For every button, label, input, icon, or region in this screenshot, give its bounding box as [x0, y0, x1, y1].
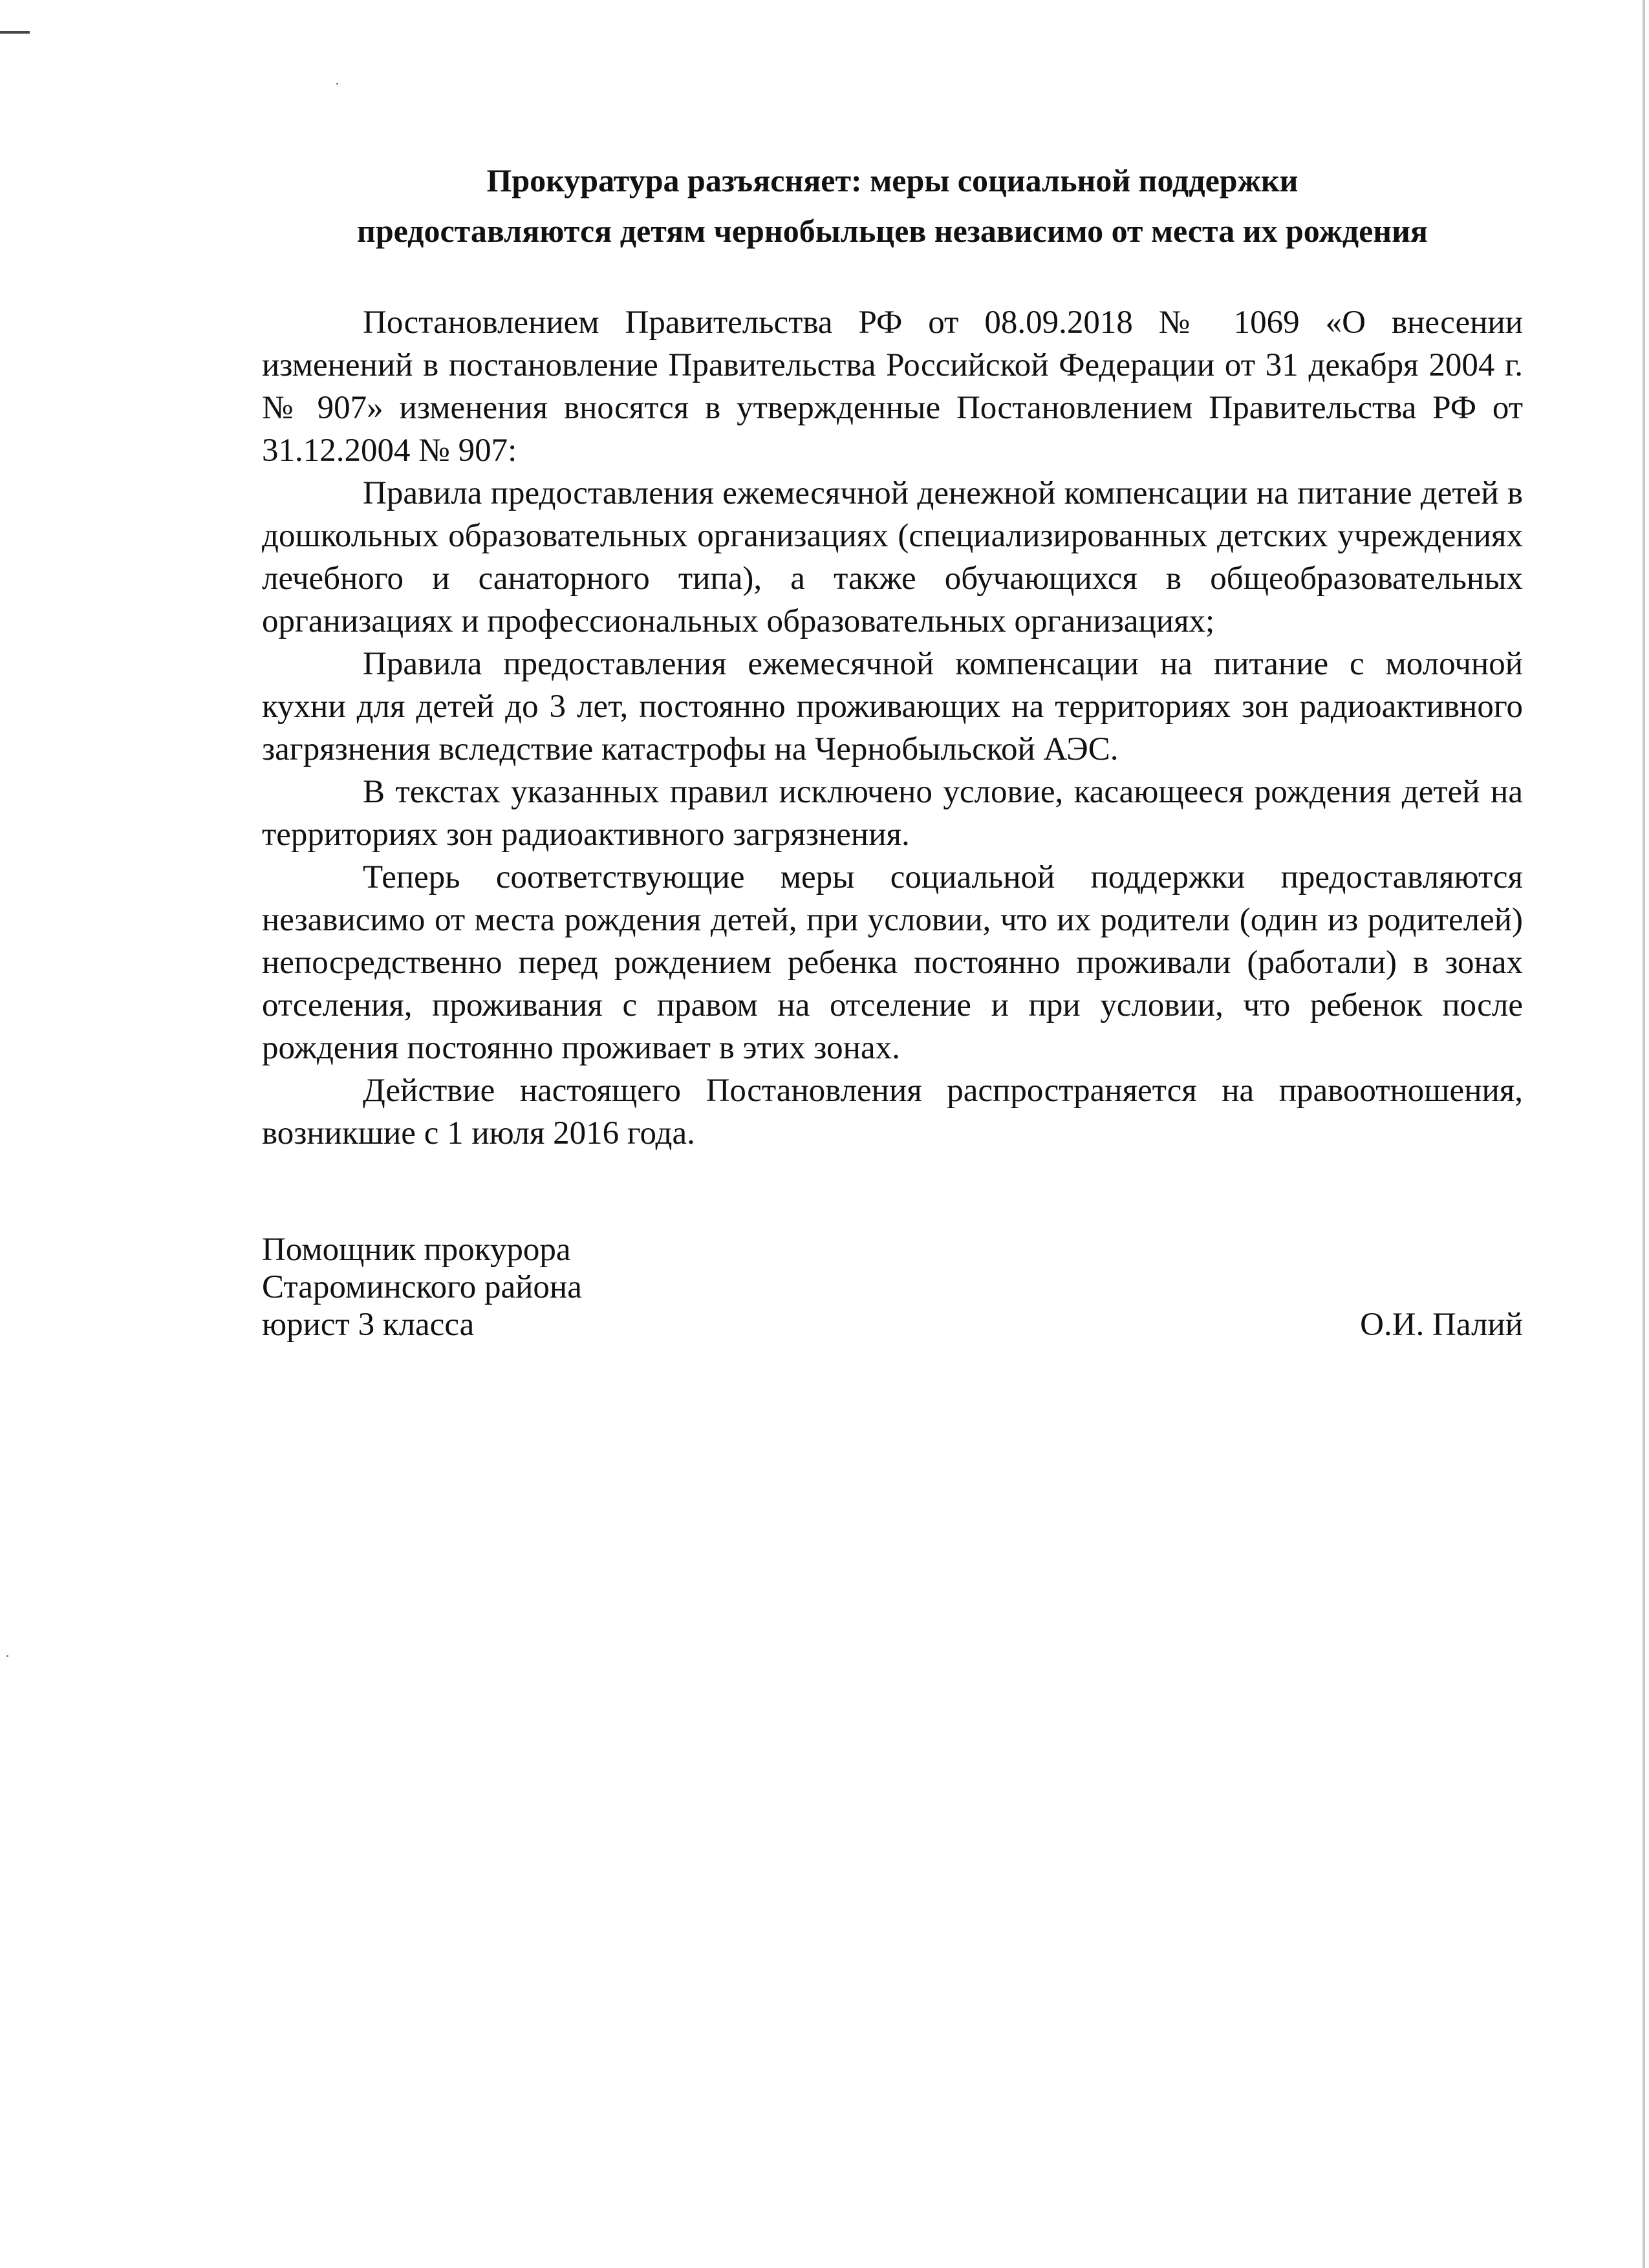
scan-edge-mark [0, 31, 30, 34]
document-body [262, 301, 1523, 1155]
paragraph: Правила предоставления ежемесячной компенсации на питание с молочной кухни для детей до 3 лет, постоянно проживающих на территориях зон радиоактивного загрязнения вследствие катастрофы на Чернобыльской АЭС. [262, 646, 1523, 767]
signature-block [262, 1231, 1523, 1343]
document-content [262, 155, 1523, 1343]
signatory-position [262, 1231, 1523, 1343]
position-line: Помощник прокурора [262, 1232, 571, 1268]
paragraph: Постановлением Правительства РФ от 08.09.2018 № 1069 «О внесении изменений в постановление Правительства Российской Федерации от 31 декабря 2004 г. № 907» изменения вносятся в утвержденные Постановлением Правительства РФ от 31.12.2004 № 907: [262, 305, 1523, 469]
signatory-name: О.И. Палий [1360, 1307, 1523, 1343]
title-line: предоставляются детям чернобыльцев независимо от места их рождения [357, 213, 1428, 249]
scan-edge-shadow [1643, 0, 1645, 2268]
position-line: юрист 3 класса [262, 1307, 475, 1343]
paragraph: Правила предоставления ежемесячной денежной компенсации на питание детей в дошкольных образовательных организациях (специализированных детских учреждениях лечебного и санаторного типа), а также обучающихся в общеобразовательных организациях и профессиональных образовательных организациях; [262, 475, 1523, 639]
paragraph: Действие настоящего Постановления распространяется на правоотношения, возникшие с 1 июля 2016 года. [262, 1073, 1523, 1151]
paragraph: В текстах указанных правил исключено условие, касающееся рождения детей на территориях зон радиоактивного загрязнения. [262, 774, 1523, 853]
scan-speck [336, 83, 338, 85]
paragraph: Теперь соответствующие меры социальной поддержки предоставляются независимо от места рождения детей, при условии, что их родители (один из родителей) непосредственно перед рождением ребенка постоянно проживали (работали) в зонах отселения, проживания с правом на отселение и при условии, что ребенок после рождения постоянно проживает в этих зонах. [262, 859, 1523, 1066]
document-title [262, 155, 1523, 256]
position-line: Староминского района [262, 1269, 582, 1305]
title-line: Прокуратура разъясняет: меры социальной поддержки [486, 162, 1299, 198]
scan-speck [6, 1655, 8, 1657]
